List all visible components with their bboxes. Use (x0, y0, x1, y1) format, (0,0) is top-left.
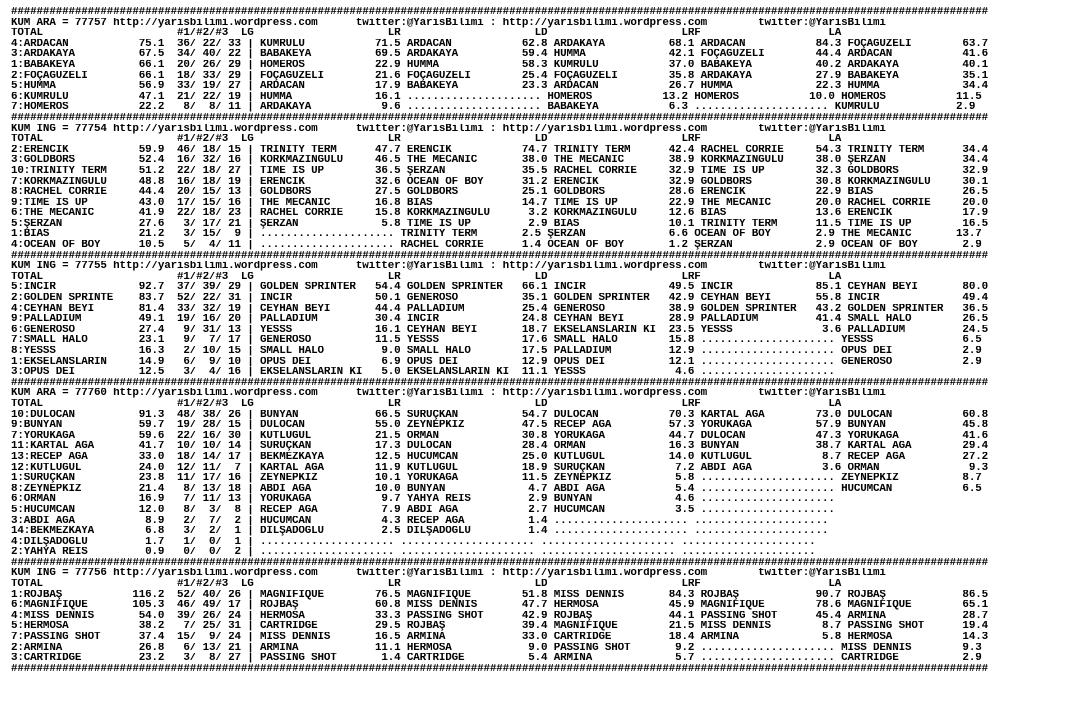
separator-line: ######################################################################################################################################################### (11, 7, 988, 18)
race-header-line: KUM ARA = 77757 http://yarisbilimi.wordpress.com twitter:@YarisBilimi : http://yarisbilimi.wordpress.com twitter:@YarisBilimi (11, 17, 886, 29)
race-header-line: KUM İNG = 77756 http://yarisbilimi.wordpress.com twitter:@YarisBilimi : http://yarisbilimi.wordpress.com twitter:@YarisBilimi (11, 568, 886, 580)
result-row: 7:PASSING SHOT 37.4 15/ 9/ 24 | MISS DENNIS 16.5 ARMINA 33.0 CARTRIDGE 18.4 ARMINA 5.8 HERMOSA 14.3 (11, 632, 988, 643)
result-row: 2:GOLDEN SPRINTE 83.7 52/ 22/ 31 | İNCİR 50.1 GENEROSO 35.1 GOLDEN SPRINTER 42.9 CEYHAN BEYİ 55.8 İNCİR 49.4 (11, 293, 988, 304)
race-block (11, 124, 1077, 251)
result-row: 12:KUTLUGÜL 24.0 12/ 11/ 7 | KARTAL AĞA 11.9 KUTLUGÜL 18.9 SURUÇKAN 7.2 ABDİ AĞA 3.6 ORMAN 9.3 (11, 462, 988, 474)
separator-line: ######################################################################################################################################################### (11, 250, 988, 262)
result-row: 3:CARTRIDGE 23.2 3/ 8/ 27 | PASSING SHOT 1.4 CARTRIDGE 5.4 ARMINA 5.7 ..................... CARTRIDGE 2.9 (11, 653, 982, 664)
result-row: 10:DULOCAN 91.3 48/ 38/ 26 | BÜNYAN 66.5 SURUÇKAN 54.7 DULOCAN 70.3 KARTAL AĞA 73.0 DULOCAN 60.8 (11, 409, 988, 421)
result-row: 9:BÜNYAN 59.7 19/ 28/ 15 | DULOCAN 55.0 ZEYNEPKIZ 47.5 RECEP AĞA 57.3 YÖRÜKAĞA 57.9 BÜNYAN 45.8 (11, 420, 988, 431)
result-row: 9:PALLADIUM 49.1 19/ 16/ 20 | PALLADIUM 30.4 İNCİR 24.8 CEYHAN BEYİ 28.9 PALLADIUM 41.4 SMALL HALO 26.5 (11, 314, 988, 325)
column-header-line: TOTAL #1/#2/#3 LG LR LD LRF LA (11, 28, 842, 39)
result-row: 1:EKSELANSLARIN 14.9 6/ 9/ 10 | OPUS DEI 6.9 OPUS DEI 12.9 OPUS DEI 12.1 ..................... GENEROSO 2.9 (11, 356, 982, 368)
result-row: 11:KARTAL AĞA 41.7 10/ 10/ 14 | SURUÇKAN 17.3 DULOCAN 28.4 ORMAN 16.3 BÜNYAN 38.7 KARTAL AĞA 29.4 (11, 441, 988, 452)
race-block (11, 261, 1077, 378)
result-row: 2:ARMINA 26.8 6/ 13/ 21 | ARMINA 11.1 HERMOSA 9.0 PASSING SHOT 9.2 ..................... MISS DENNIS 9.3 (11, 642, 982, 654)
separator-line: ######################################################################################################################################################### (11, 557, 988, 569)
result-row: 3:OPUS DEI 12.5 3/ 4/ 16 | EKSELANSLARIN KI 5.0 EKSELANSLARIN KI 11.1 YESSS 4.6 ..................... (11, 367, 835, 378)
race-block (11, 388, 1077, 558)
race-header-line: KUM İNG = 77755 http://yarisbilimi.wordpress.com twitter:@YarisBilimi : http://yarisbilimi.wordpress.com twitter:@YarisBilimi (11, 261, 886, 272)
result-row: 7:YÖRÜKAĞA 59.6 22/ 16/ 30 | KUTLUGÜL 21.5 ORMAN 30.8 YÖRÜKAĞA 44.7 DULOCAN 47.3 YÖRÜKAĞA 41.6 (11, 430, 988, 442)
column-header-line: TOTAL #1/#2/#3 LG LR LD LRF LA (11, 398, 842, 410)
race-header-line: KUM İNG = 77754 http://yarisbilimi.wordpress.com twitter:@YarisBilimi : http://yarisbilimi.wordpress.com twitter:@YarisBilimi (11, 123, 886, 135)
result-row: 2:YAHYA REİS 0.9 0/ 0/ 2 | ..................... ..................... ..................... ..................... (11, 547, 816, 558)
result-row: 7:SMALL HALO 23.1 9/ 7/ 17 | GENEROSO 11.5 YESSS 17.6 SMALL HALO 15.8 ..................... YESSS 6.5 (11, 335, 982, 346)
result-row: 1:ROJBAŞ 116.2 52/ 40/ 26 | MAGNIFIQUE 76.5 MAGNIFIQUE 51.8 MISS DENNIS 84.3 ROJBAŞ 90.7 ROJBAŞ 86.5 (11, 589, 988, 601)
column-header-line: TOTAL #1/#2/#3 LG LR LD LRF LA (11, 134, 842, 145)
result-row: 5:İNCİR 92.7 37/ 39/ 29 | GOLDEN SPRINTER 54.4 GOLDEN SPRINTER 66.1 İNCİR 49.5 İNCİR 85.1 CEYHAN BEYİ 80.0 (11, 282, 988, 294)
result-row: 5:HERMOSA 38.2 7/ 25/ 31 | CARTRIDGE 29.5 ROJBAŞ 39.4 MAGNIFIQUE 21.5 MISS DENNIS 8.7 PASSING SHOT 19.4 (11, 621, 988, 633)
result-row: 5:ŞERZAN 27.6 3/ 17/ 21 | ŞERZAN 5.8 TIME IS UP 2.9 BIAS 10.1 TRINITY TERM 11.5 TIME IS UP 16.5 (11, 218, 988, 230)
result-row: 8:RACHEL CORRIE 44.4 20/ 15/ 13 | GOLDBORS 27.5 GOLDBORS 25.1 GOLDBORS 28.6 ERENCİK 22.9 BIAS 26.5 (11, 187, 988, 198)
result-row: 7:KORKMAZINGÜLÜ 48.8 16/ 18/ 19 | ERENCİK 32.6 OCEAN OF BOY 31.2 ERENCİK 32.9 GOLDBORS 30.8 KORKMAZINGÜLÜ 30.1 (11, 176, 988, 188)
result-row: 5:HUMMA 56.9 33/ 19/ 27 | ARDACAN 17.9 BABAKEYA 23.3 ARDACAN 26.7 HUMMA 22.3 HUMMA 34.4 (11, 81, 988, 92)
result-row: 6:MAGNIFIQUE 105.3 46/ 49/ 17 | ROJBAŞ 60.8 MISS DENNIS 47.7 HERMOSA 45.9 MAGNIFIQUE 78.6 MAGNIFIQUE 65.1 (11, 600, 988, 611)
race-block (11, 18, 1077, 113)
result-row: 14:BEKMEZKAYA 6.8 3/ 2/ 1 | DİLŞADOĞLU 2.5 DİLŞADOĞLU 1.4 ..................... ..................... (11, 526, 829, 537)
separator-line: ######################################################################################################################################################### (11, 663, 988, 675)
result-row: 4:OCEAN OF BOY 10.5 5/ 4/ 11 | ..................... RACHEL CORRIE 1.4 OCEAN OF BOY 1.2 ŞERZAN 2.9 OCEAN OF BOY 2.9 (11, 240, 982, 251)
result-row: 6:KUMRULU 47.1 21/ 22/ 19 | HUMMA 16.1 ..................... HOMEROS 13.2 HOMEROS 10.0 HOMEROS 11.5 (11, 91, 982, 103)
result-row: 4:CEYHAN BEYİ 81.4 33/ 32/ 19 | CEYHAN BEYİ 44.4 PALLADIUM 25.4 GENEROSO 38.9 GOLDEN SPRINTER 43.2 GOLDEN SPRINTER 36.5 (11, 303, 988, 315)
result-row: 7:HOMEROS 22.2 8/ 8/ 11 | ARDAKAYA 9.6 ..................... BABAKEYA 6.3 ..................... KUMRULU 2.9 (11, 102, 976, 113)
result-row: 1:BABAKEYA 66.1 20/ 26/ 29 | HOMEROS 22.9 HUMMA 58.3 KUMRULU 37.0 BABAKEYA 40.2 ARDAKAYA 40.1 (11, 59, 988, 71)
result-row: 4:ARDACAN 75.1 36/ 22/ 33 | KUMRULU 71.5 ARDACAN 62.8 ARDAKAYA 68.1 ARDACAN 84.3 FOÇAGÜZELİ 63.7 (11, 38, 988, 50)
result-row: 5:HÜCUMCAN 12.0 8/ 3/ 8 | RECEP AĞA 7.9 ABDİ AĞA 2.7 HÜCUMCAN 3.5 ..................... (11, 504, 835, 516)
column-header-line: TOTAL #1/#2/#3 LG LR LD LRF LA (11, 579, 842, 590)
result-row: 8:YESSS 16.3 2/ 10/ 15 | SMALL HALO 9.0 SMALL HALO 17.5 PALLADIUM 12.9 ..................... OPUS DEI 2.9 (11, 346, 982, 357)
result-row: 2:FOÇAGÜZELİ 66.1 18/ 33/ 29 | FOÇAGÜZELİ 21.6 FOÇAGÜZELİ 25.4 FOÇAGÜZELİ 35.8 ARDAKAYA 27.9 BABAKEYA 35.1 (11, 70, 988, 82)
result-row: 13:RECEP AĞA 33.0 18/ 14/ 17 | BEKMEZKAYA 12.5 HÜCUMCAN 25.0 KUTLUGÜL 14.0 KUTLUGÜL 8.7 RECEP AĞA 27.2 (11, 451, 988, 463)
result-row: 6:THE MECANIC 41.9 22/ 18/ 23 | RACHEL CORRIE 15.8 KORKMAZINGÜLÜ 3.2 KORKMAZINGÜLÜ 12.6 BIAS 13.6 ERENCİK 17.9 (11, 208, 988, 219)
result-row: 4:DİLŞADOĞLU 1.7 1/ 0/ 1 | ..................... ..................... ..................... ..................... (11, 536, 816, 548)
race-header-line: KUM ARA = 77760 http://yarisbilimi.wordpress.com twitter:@YarisBilimi : http://yarisbilimi.wordpress.com twitter:@YarisBilimi (11, 388, 886, 399)
result-row: 8:ZEYNEPKIZ 21.4 8/ 13/ 18 | ABDİ AĞA 10.0 BÜNYAN 4.7 ABDİ AĞA 5.4 ..................... HÜCUMCAN 6.5 (11, 483, 982, 495)
separator-line: ######################################################################################################################################################### (11, 377, 988, 389)
result-row: 6:ORMAN 16.9 7/ 11/ 13 | YÖRÜKAĞA 9.7 YAHYA REİS 2.9 BÜNYAN 4.6 ..................... (11, 494, 835, 505)
separator-line: ######################################################################################################################################################### (11, 112, 988, 124)
result-row: 10:TRINITY TERM 51.2 22/ 18/ 27 | TIME IS UP 36.5 ŞERZAN 35.5 RACHEL CORRIE 32.9 TIME IS UP 32.3 GOLDBORS 32.9 (11, 165, 988, 177)
result-row: 6:GENEROSO 27.4 9/ 31/ 13 | YESSS 16.1 CEYHAN BEYİ 18.7 EKSELANSLARIN KI 23.5 YESSS 3.6 PALLADIUM 24.5 (11, 324, 988, 336)
result-row: 9:TIME IS UP 43.0 17/ 15/ 16 | THE MECANIC 16.8 BIAS 14.7 TIME IS UP 22.9 THE MECANIC 20.0 RACHEL CORRIE 20.0 (11, 197, 988, 209)
result-row: 3:GOLDBORS 52.4 16/ 32/ 16 | KORKMAZINGÜLÜ 46.5 THE MECANIC 38.0 THE MECANIC 38.9 KORKMAZINGÜLÜ 38.0 ŞERZAN 34.4 (11, 155, 988, 166)
result-row: 3:ARDAKAYA 67.5 34/ 40/ 22 | BABAKEYA 69.5 ARDAKAYA 59.4 HUMMA 42.1 FOÇAGÜZELİ 44.4 ARDACAN 41.6 (11, 49, 988, 60)
result-row: 3:ABDİ AĞA 8.9 2/ 7/ 2 | HÜCUMCAN 4.3 RECEP AĞA 1.4 ..................... ..................... (11, 515, 829, 527)
result-row: 1:SURUÇKAN 23.8 11/ 17/ 16 | ZEYNEPKIZ 10.1 YÖRÜKAĞA 11.5 ZEYNEPKIZ 5.8 ..................... ZEYNEPKIZ 8.7 (11, 473, 982, 484)
result-row: 1:BIAS 21.2 3/ 15/ 9 | ..................... TRINITY TERM 2.5 ŞERZAN 6.6 OCEAN OF BOY 2.9 THE MECANIC 13.7 (11, 229, 982, 241)
race-block (11, 568, 1077, 663)
result-row: 4:MISS DENNIS 54.0 39/ 26/ 24 | HERMOSA 33.3 PASSING SHOT 42.9 ROJBAŞ 44.1 PASSING SHOT 45.4 ARMINA 28.7 (11, 610, 988, 622)
column-header-line: TOTAL #1/#2/#3 LG LR LD LRF LA (11, 271, 842, 283)
result-row: 2:ERENCİK 59.9 46/ 18/ 15 | TRINITY TERM 47.7 ERENCİK 74.7 TRINITY TERM 42.4 RACHEL CORRIE 54.3 TRINITY TERM 34.4 (11, 144, 988, 156)
